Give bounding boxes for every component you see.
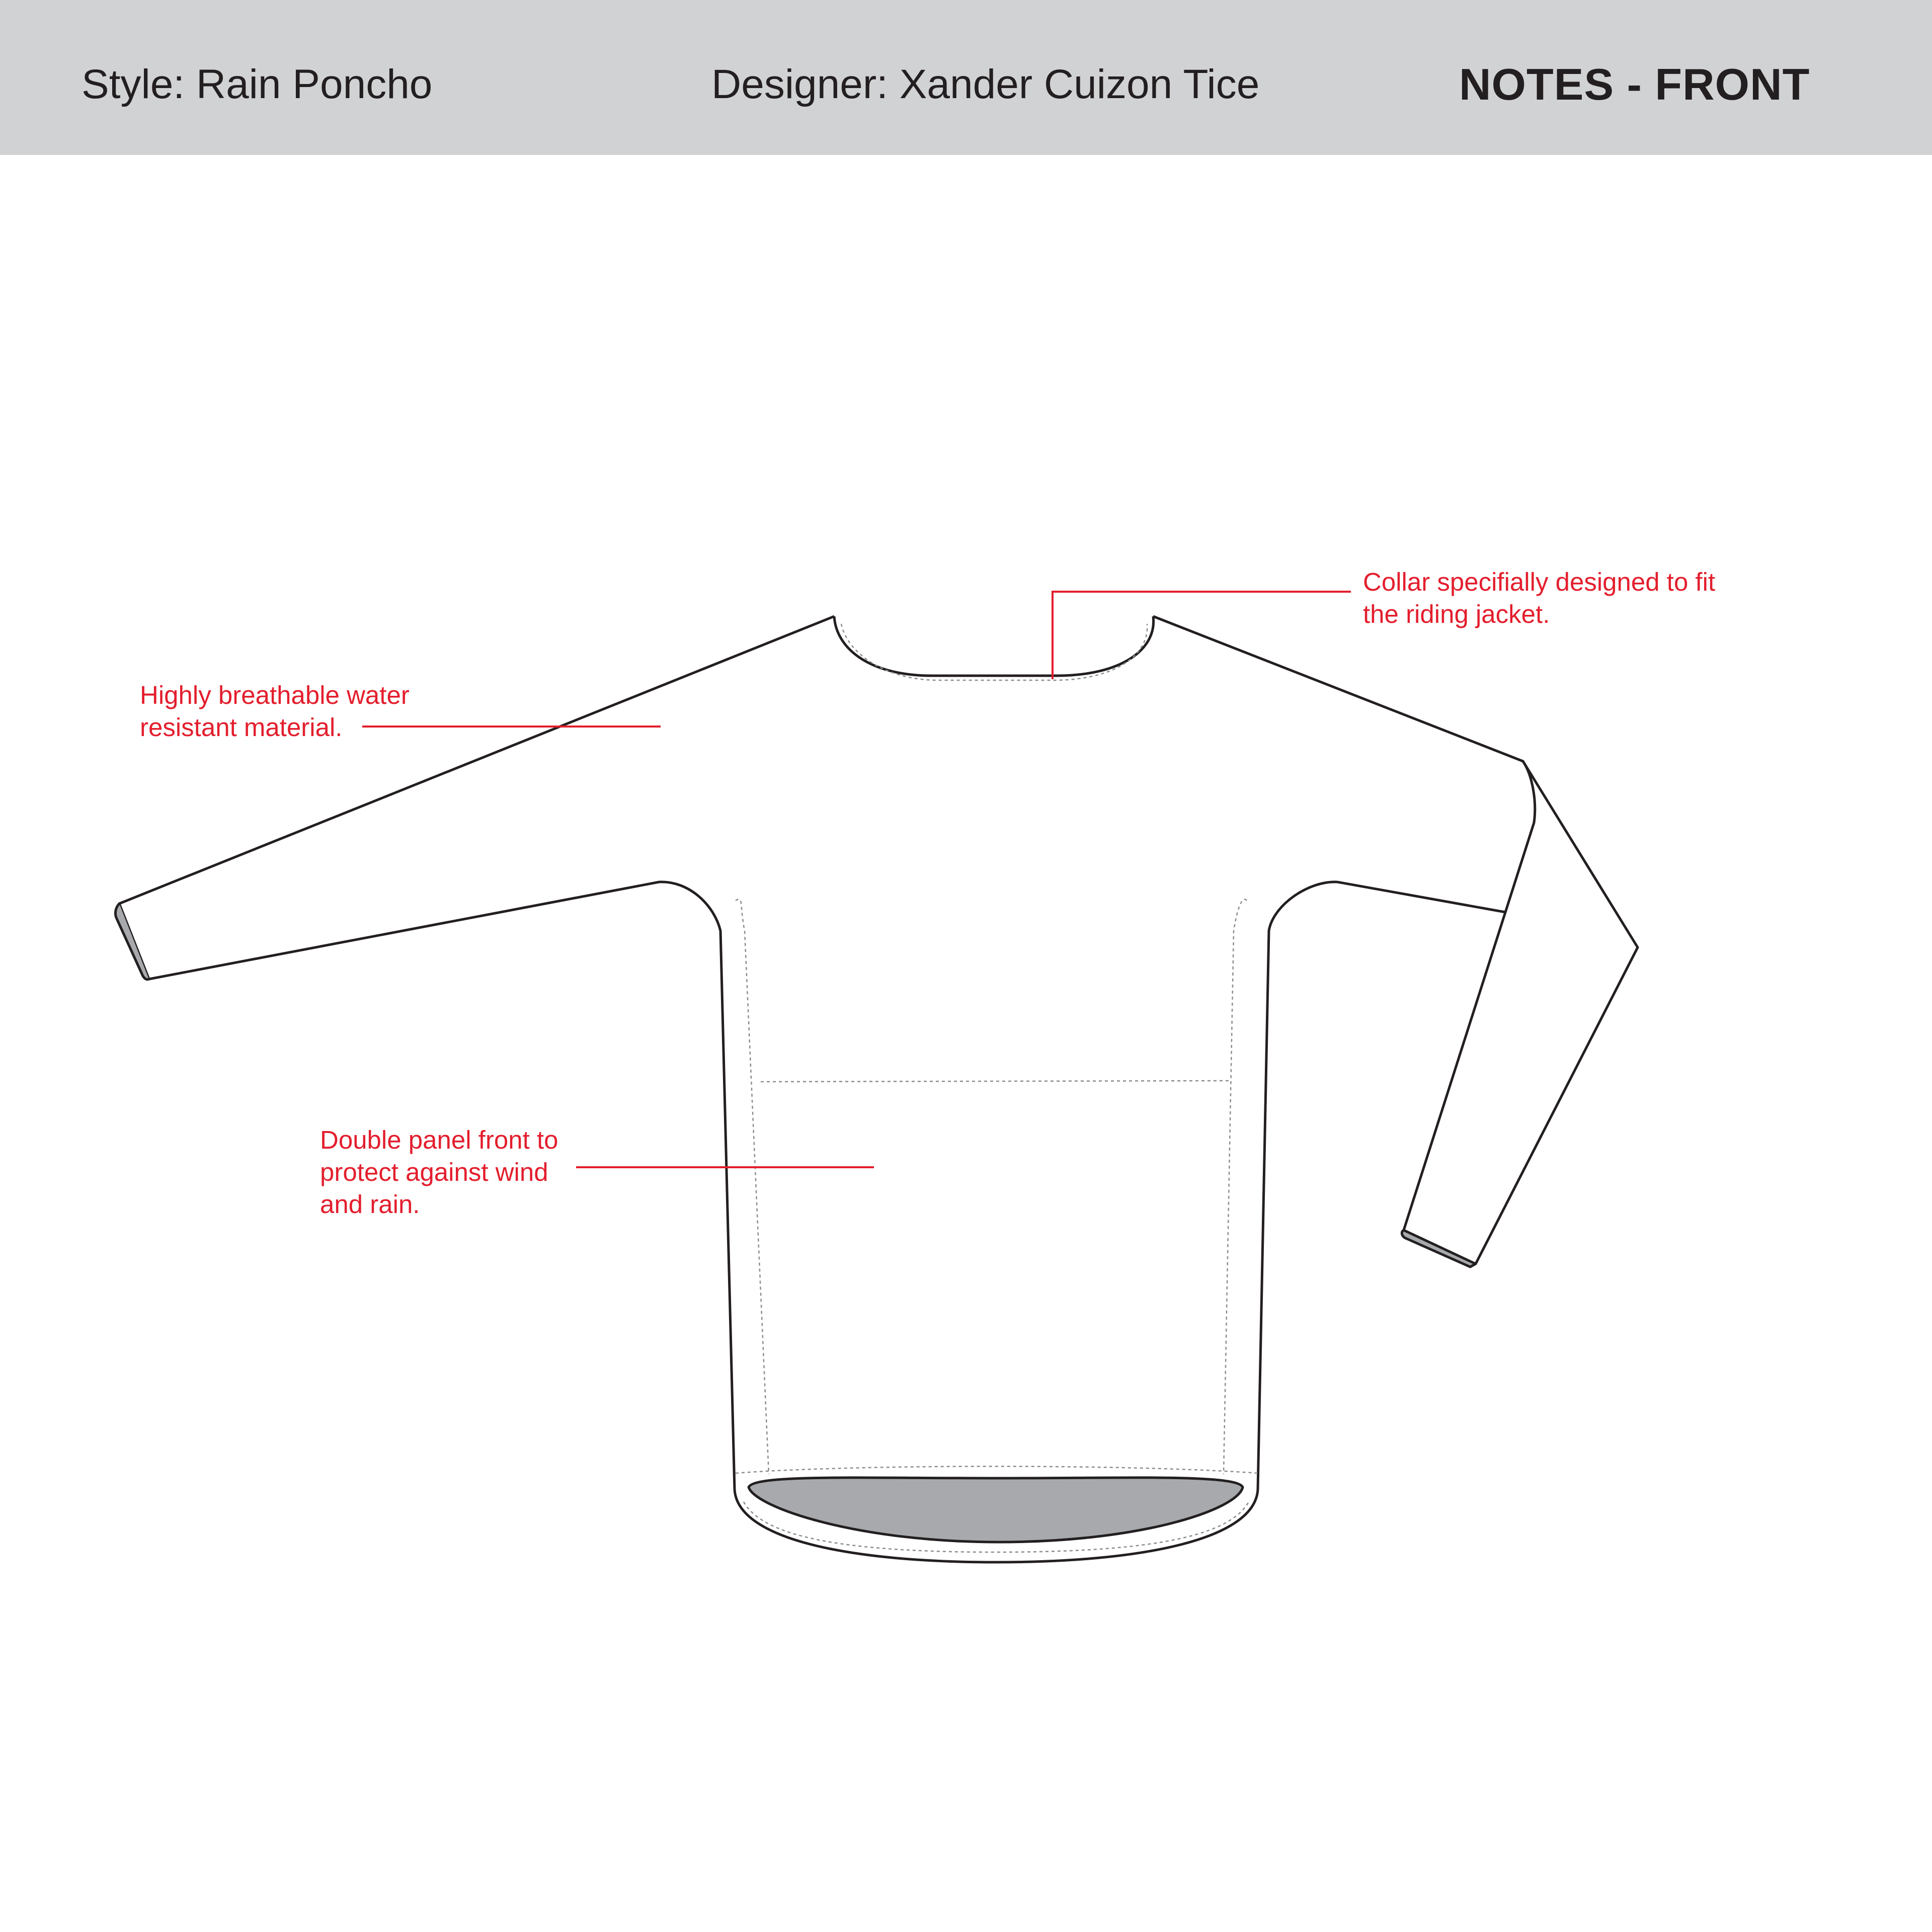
style-label: Style: Rain Poncho xyxy=(82,61,433,107)
right-cuff xyxy=(1402,1230,1476,1267)
page-title: NOTES - FRONT xyxy=(1459,59,1810,109)
panel-note: Double panel front to protect against wind and rain. xyxy=(320,1125,558,1219)
panel-seam xyxy=(761,1081,1229,1082)
right-sleeve-top xyxy=(1153,616,1638,1264)
hem-stitch-top xyxy=(736,1467,1258,1474)
left-cuff xyxy=(115,904,149,980)
right-underarm xyxy=(1337,882,1505,912)
left-panel-stitch xyxy=(736,900,769,1475)
right-side-seam xyxy=(1258,882,1337,1489)
collar-note: Collar specifially designed to fit the riding jacket. xyxy=(1363,568,1716,628)
designer-label: Designer: Xander Cuizon Tice xyxy=(711,61,1260,107)
collar xyxy=(834,616,1154,676)
left-sleeve xyxy=(119,616,834,1489)
right-panel-stitch xyxy=(1224,900,1247,1475)
garment-outline xyxy=(115,616,1638,1562)
stitching xyxy=(736,624,1258,1552)
right-sleeve-front xyxy=(1404,761,1535,1230)
material-note: Highly breathable water resistant material. xyxy=(140,681,410,742)
hem-band xyxy=(749,1478,1243,1542)
